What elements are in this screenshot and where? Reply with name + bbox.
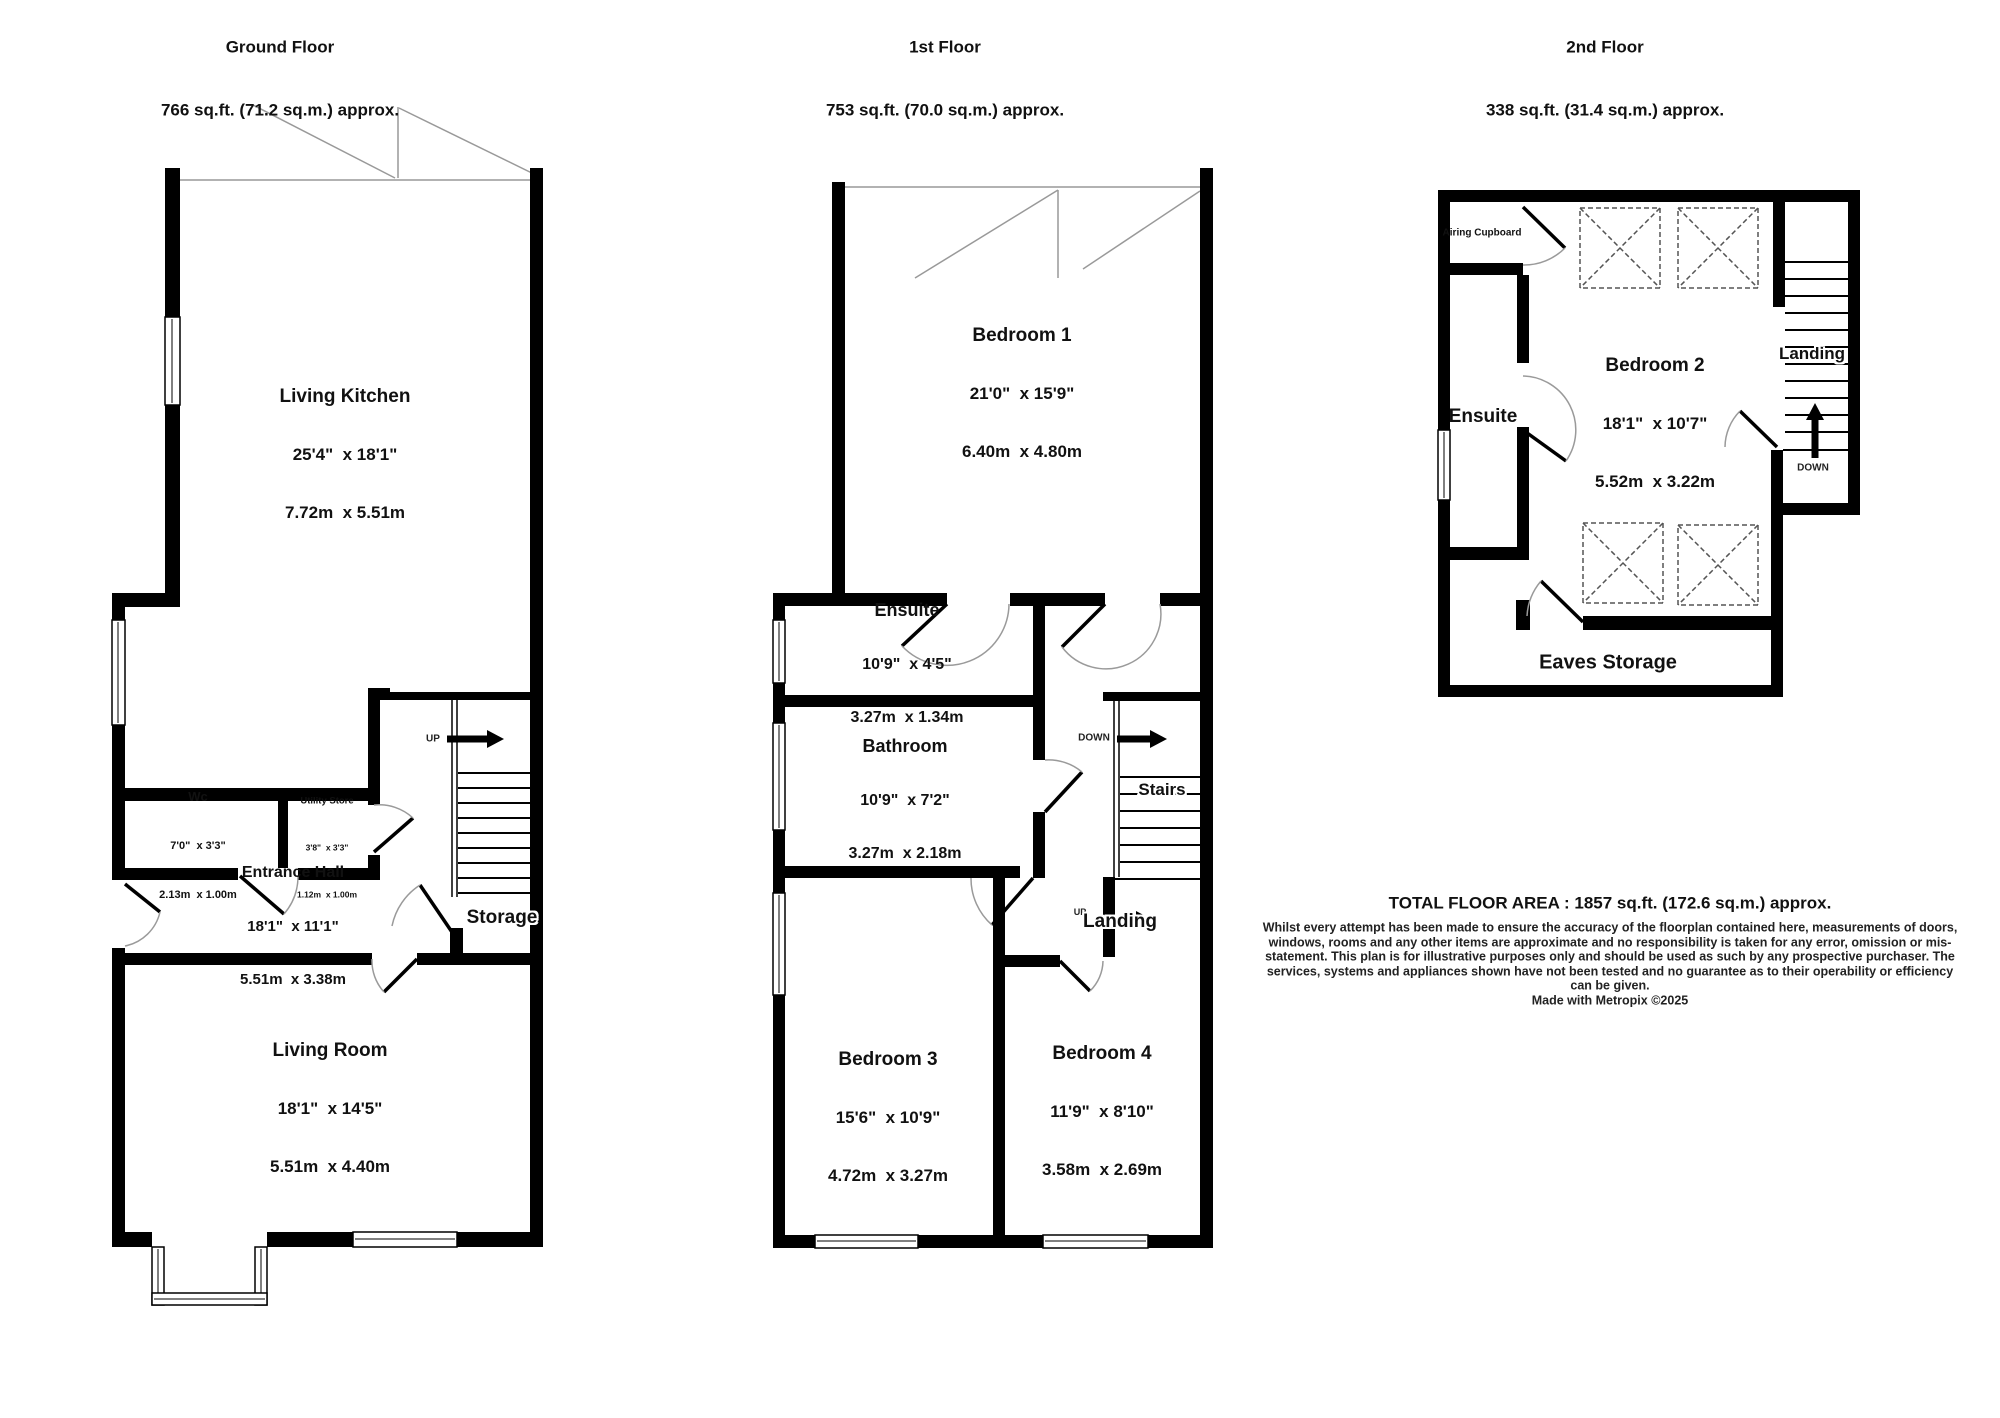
down-label-2f: DOWN — [1797, 462, 1829, 474]
room-label-bedroom-2: Bedroom 2 18'1" x 10'7" 5.52m x 3.22m — [1594, 355, 1716, 491]
floor-area: 753 sq.ft. (70.0 sq.m.) approx. — [825, 100, 1065, 120]
floor-area: 766 sq.ft. (71.2 sq.m.) approx. — [160, 100, 400, 120]
room-label-eaves-storage: Eaves Storage — [1539, 651, 1677, 674]
up-label: UP — [426, 733, 440, 745]
up-arrow-icon — [447, 730, 504, 748]
room-label-bedroom-3: Bedroom 3 15'6" x 10'9" 4.72m x 3.27m — [827, 1049, 949, 1185]
room-label-ensuite-2f: Ensuite — [1448, 406, 1518, 427]
floor-name: 1st Floor — [909, 37, 981, 57]
disclaimer-text: Whilst every attempt has been made to ensure the accuracy of the floorplan contained here, measurements of doors, windows, rooms and any other items are approximate and no responsibility is taken for any error, omission or mis-statement. This plan is for illustrative purposes only and should be used as such by any prospective purchaser. The services, systems and appliances shown have not been tested and no guarantee as to their operability or efficiency can be given. — [1262, 920, 1958, 993]
floor-name: Ground Floor — [225, 37, 335, 57]
room-label-bathroom: Bathroom 10'9" x 7'2" 3.27m x 2.18m — [848, 735, 962, 862]
room-label-bedroom-1: Bedroom 1 21'0" x 15'9" 6.40m x 4.80m — [961, 325, 1083, 461]
room-label-utility-store: Utility Store 3'8" x 3'3" 1.12m x 1.00m — [296, 795, 358, 900]
first-floor-title — [826, 0, 1064, 142]
metropix-credit: Made with Metropix ©2025 — [1531, 992, 1689, 1007]
ground-floor-title — [161, 0, 399, 142]
second-floor-title — [1486, 0, 1724, 142]
down-arrow-icon — [1117, 730, 1167, 748]
landing-label-2f: Landing — [1778, 344, 1846, 363]
footer-disclaimer — [1260, 893, 1960, 1007]
down-label-1f: DOWN — [1078, 732, 1110, 744]
up-label-1f: UP — [1073, 907, 1087, 917]
room-label-airing-cupboard: Airing Cupboard — [1442, 227, 1522, 239]
room-label-entrance-hall: Entrance Hall 18'1" x 11'1" 5.51m x 3.38m — [240, 863, 346, 988]
total-floor-area: TOTAL FLOOR AREA : 1857 sq.ft. (172.6 sq.m.) approx. — [1388, 893, 1832, 913]
floor-area: 338 sq.ft. (31.4 sq.m.) approx. — [1485, 100, 1725, 120]
stairs-label: Stairs — [1138, 780, 1186, 799]
first-floor-break-lines — [845, 187, 1200, 278]
second-floor-windows — [1438, 430, 1450, 500]
landing-label-1f: Landing — [1083, 911, 1157, 932]
room-label-storage: Storage — [466, 907, 538, 928]
room-label-living-room: Living Room 18'1" x 14'5" 5.51m x 4.40m — [269, 1040, 391, 1176]
ground-floor-stairs — [452, 700, 530, 897]
room-label-bedroom-4: Bedroom 4 11'9" x 8'10" 3.58m x 2.69m — [1041, 1043, 1163, 1179]
room-label-living-kitchen: Living Kitchen 25'4" x 18'1" 7.72m x 5.51m — [279, 386, 411, 522]
floor-name: 2nd Floor — [1566, 37, 1644, 57]
room-label-wc: Wc 7'0" x 3'3" 2.13m x 1.00m — [159, 789, 237, 901]
room-label-ensuite-1f: Ensuite 10'9" x 4'5" 3.27m x 1.34m — [850, 599, 964, 726]
